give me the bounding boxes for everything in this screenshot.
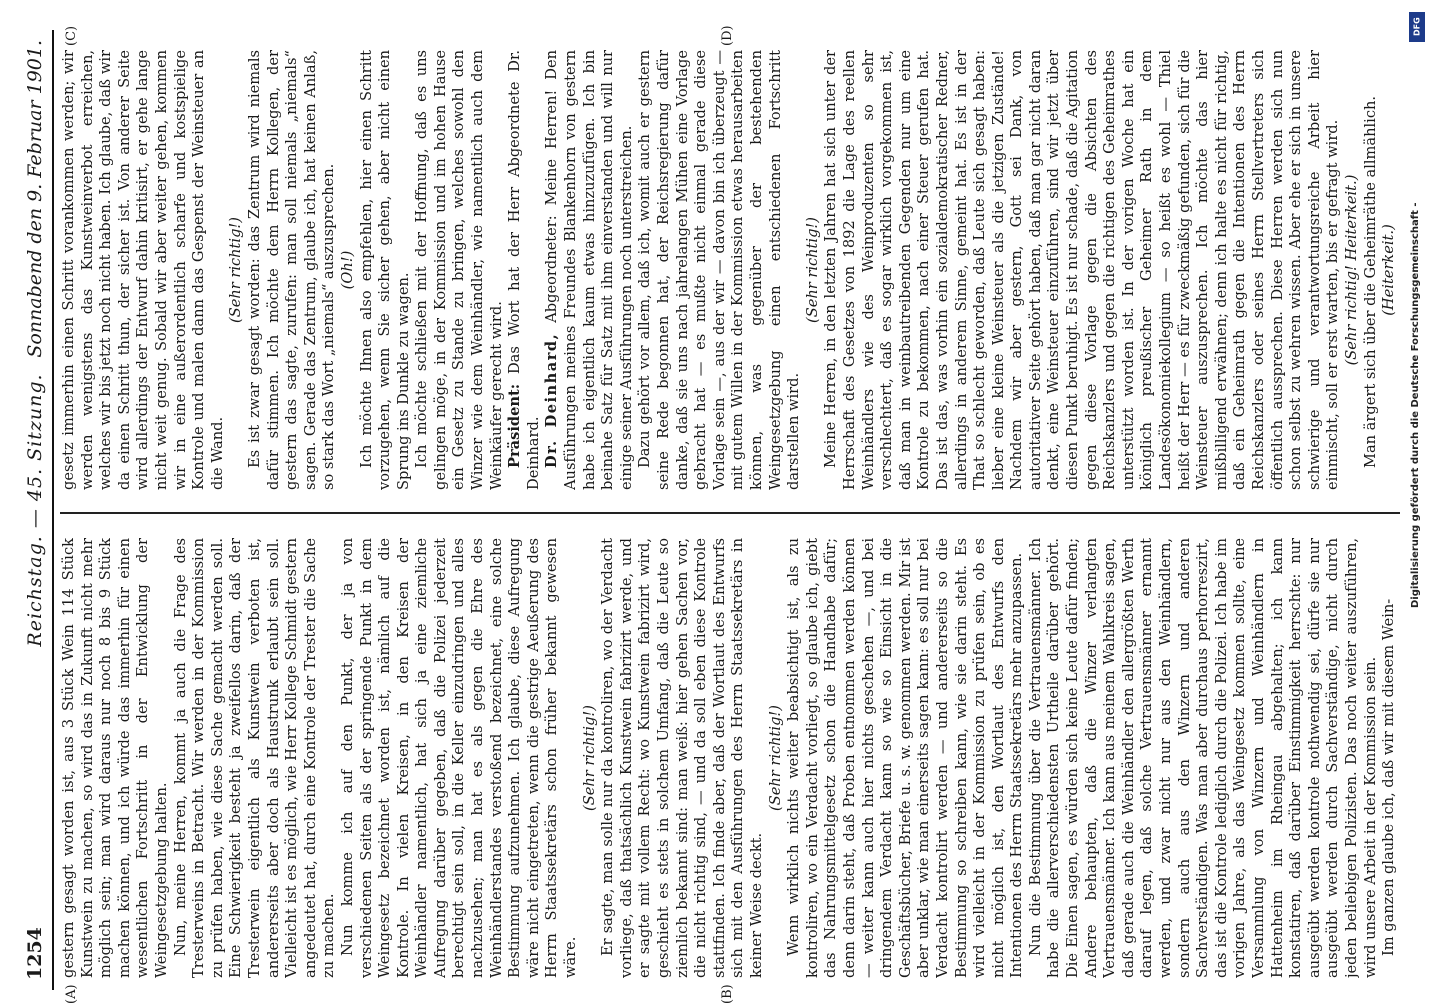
left-column	[60, 538, 1400, 978]
right-paragraph-7: Man ärgert sich über die Geheimräthe allmählich.	[1361, 95, 1379, 468]
right-interjection-1: (Sehr richtig!)	[227, 217, 245, 323]
right-paragraph-5: Dazu gehört vor allem, daß ich, womit auch er gestern seine Rede begonnen hat, der Reichsregierung dafür danke, daß sie uns nach jahrelangen Mühen eine Vorlage gebracht hat — es mußte nicht einmal gerade diese Vorlage sein —, aus der wir — davon bin ich überzeugt — mit gutem Willen in der Kommission etwas herausarbeiten können, was gegenüber der bestehenden Weingesetzgebung einen entschiedenen Fortschritt darstellen wird.	[636, 50, 803, 490]
right-interjection-3: (Sehr richtig!)	[803, 217, 821, 323]
digitization-credit: Digitalisierung gefördert durch die Deutsche Forschungsgemeinschaft -	[1410, 202, 1421, 608]
session-date: Sonnabend den 9. Februar 1901.	[24, 40, 46, 358]
margin-marker-c: (C)	[64, 25, 79, 46]
speaker-intro	[543, 50, 636, 490]
margin-marker-b: (B)	[720, 984, 735, 1004]
left-paragraph-3: Nun komme ich auf den Punkt, der ja von verschiedenen Seiten als der springende Punkt in dem Weingesetz bezeichnet worden ist, nämlich auf die Kontrole. In vielen Kreisen, in den Kreisen der Weinhändler namentlich, hat sich ja eine ziemliche Aufregung darüber gegeben, daß die Polizei jederzeit berechtigt sein soll, in die Keller einzudringen und alles nachzusehen; man hat es als gegen die Ehre des Weinhändlerstandes verstoßend bezeichnet, eine solche Bestimmung aufzunehmen. Ich glaube, diese Aufregung wäre nicht eingetreten, wenn die gestrige Aeußerung des Herrn Staatssekretärs schon früher bekannt gewesen wäre.	[338, 538, 580, 978]
right-interjection-2: (Oh!)	[338, 250, 356, 290]
left-paragraph-1: gestern gesagt worden ist, aus 3 Stück Wein 114 Stück Kunstwein zu machen, so wird das in Zukunft nicht mehr möglich sein; man wird daraus nur noch 8 bis 9 Stück machen können, und ich würde das immerhin für einen wesentlichen Fortschritt in der Entwicklung der Weingesetzgebung halten.	[60, 538, 170, 978]
digitization-sidebar	[1405, 8, 1431, 993]
rotated-page	[20, 25, 1410, 1004]
right-interjection-4: (Sehr richtig! Heiterkeit.)	[1342, 174, 1360, 366]
left-paragraph-4: Er sagte, man solle nur da kontroliren, wo der Verdacht vorliege, daß thatsächlich Kunstwein fabrizirt werde, und er sagte mit vollem Recht: wo Kunstwein fabrizirt wird, geschieht es stets in solchem Umfang, daß die Leute so ziemlich bekannt sind: man weiß: hier gehen Sachen vor, die nicht richtig sind, — und da soll eben diese Kontrole stattfinden. Ich finde aber, daß der Wortlaut des Entwurfs sich mit den Ausführungen des Herrn Staatssekretärs in keiner Weise deckt.	[599, 538, 765, 978]
president-label: Präsident:	[506, 383, 524, 468]
right-paragraph-6: Meine Herren, in den letzten Jahren hat sich unter der Herrschaft des Gesetzes von 1892 die Lage des reellen Weinhändlers wie des Weinproduzenten so sehr verschlechtert, daß es sogar wirklich vorgekommen ist, daß man in weinbautreibenden Gegenden nur um eine Kontrole zu bekommen, nach einer Steuer gerufen hat. Das ist das, was vorhin ein sozialdemokratischer Redner, allerdings in anderem Sinne, gemeint hat. Es ist in der That so schlecht geworden, daß Leute sich gesagt haben: lieber eine kleine Weinsteuer als die jetzigen Zustände! Nachdem wir aber gestern, Gott sei Dank, von autoritativer Seite gehört haben, daß man gar nicht daran denkt, eine Weinsteuer einzuführen, sind wir jetzt über diesen Punkt beruhigt. Es ist nur schade, daß die Agitation gegen diese Vorlage gegen die Absichten des Reichskanzlers und gegen die richtigen des Geheimrathes unterstützt worden ist. In der vorigen Woche hat ein königlich preußischer Geheimer Rath in dem Landesökonomiekollegium — so heißt es wohl — Thiel heißt der Herr — es für zweckmäßig gefunden, sich für die Weinsteuer auszusprechen. Ich möchte das hier mißbilligend erwähnen; denn ich halte es nicht für richtig, daß ein Geheimrath gegen die Intentionen des Herrn Reichskanzlers oder seines Herrn Stellvertreters sich öffentlich aussprechen. Diese Herren werden sich nun schon selbst zu wehren wissen. Aber ehe er sich in unsere schwierige und verantwortungsreiche Arbeit hier einmischt, soll er erst warten, bis er gefragt wird.	[822, 50, 1342, 490]
right-interjection-5: (Heiterkeit.)	[1380, 224, 1398, 316]
speaker-text: Abgeordneter: Meine Herren! Den Ausführungen meines Freundes Blankenhorn von gestern habe ich eigentlich kaum etwas hinzuzufügen. Ich bin beinahe Satz für Satz mit ihm einverstanden und will nur einige seiner Ausführungen noch unterstreichen.	[543, 50, 635, 490]
page-number: 1254	[24, 927, 46, 980]
page-header	[20, 30, 54, 990]
margin-marker-a: (A)	[64, 984, 79, 1004]
right-column	[60, 50, 1400, 490]
president-text: Das Wort hat der Herr Abgeordnete Dr. Deinhard.	[506, 50, 542, 490]
dfg-logo: DFG	[1409, 12, 1425, 42]
margin-marker-d: (D)	[720, 25, 735, 46]
session-title: Reichstag. — 45. Sitzung.	[24, 373, 46, 647]
right-paragraph-4: Ich möchte schließen mit der Hoffnung, daß es uns gelingen möge, in der Kommission und im hohen Hause ein Gesetz zu Stande zu bringen, welches sowohl den Winzer wie dem Weinhändler, wie namentlich auch dem Weinkäufer gerecht wird.	[413, 50, 505, 490]
column-divider	[60, 513, 1400, 515]
header-rule	[52, 30, 54, 990]
speaker-label: Dr. Deinhard,	[543, 332, 561, 468]
left-interjection-1: (Sehr richtig!)	[580, 705, 598, 811]
left-interjection-2: (Sehr richtig!)	[766, 705, 784, 811]
right-paragraph-3: Ich möchte Ihnen also empfehlen, hier einen Schritt vorzugehen, wenn Sie sicher gehen, aber nicht einen Sprung ins Dunkle zu wagen.	[357, 50, 412, 490]
left-paragraph-2: Nun, meine Herren, kommt ja auch die Frage des Tresterweins in Betracht. Wir werden in der Kommission zu prüfen haben, wie diese Sache gemacht werden soll. Eine Schwierigkeit besteht ja zweifellos darin, daß der Tresterwein eigentlich als Kunstwein verboten ist, andererseits aber doch als Haustrunk erlaubt sein soll. Vielleicht ist es möglich, wie Herr Kollege Schmidt gestern angedeutet hat, durch eine Kontrole der Trester die Sache zu machen.	[171, 538, 338, 978]
left-paragraph-7: Im ganzen glaube ich, daß wir mit diesem Wein-	[1380, 598, 1398, 956]
right-paragraph-2: Es ist zwar gesagt worden: das Zentrum wird niemals dafür stimmen. Ich möchte dem Herrn Kollegen, der gestern das sagte, zurufen: man soll niemals „niemals“ sagen. Gerade das Zentrum, glaube ich, hat keinen Anlaß, so stark das Wort „niemals“ auszusprechen.	[245, 50, 338, 490]
right-paragraph-1: gesetz immerhin einen Schritt vorankommen werden; wir werden wenigstens das Kunstweinverbot erreichen, welches wir bis jetzt noch nicht haben. Ich glaube, daß wir da einen Schritt thun, der sicher ist. Von anderer Seite wird allerdings der Entwurf dahin kritisirt, er gehe lange nicht weit genug. Sobald wir aber weiter gehen, kommen wir in eine außerordentlich scharfe und kostspielige Kontrole und malen dann das Gespenst der Weinsteuer an die Wand.	[60, 50, 226, 490]
left-paragraph-6: Nun die Bestimmung über die Vertrauensmänner. Ich habe die allerverschiedensten Urtheile darüber gehört. Die Einen sagen, es würden sich keine Leute dafür finden; Andere behaupten, daß die Winzer verlangten Vertrauensmänner. Ich kann aus meinem Wahlkreis sagen, daß gerade auch die Weinhändler den allergrößten Werth darauf legen, daß solche Vertrauensmänner ernannt werden, und zwar nicht nur aus den Weinhändlern, sondern auch aus den Winzern und anderen Sachverständigen. Was man aber durchaus perhorreszirt, das ist die Kontrole lediglich durch die Polizei. Ich habe im vorigen Jahre, als das Weingesetz kommen sollte, eine Versammlung von Winzern und Weinhändlern in Hattenheim im Rheingau abgehalten; ich kann konstatiren, daß darüber Einstimmigkeit herrschte: nur ausgeübt werden kontrole nothwendig sei, dürfe sie nur ausgeübt werden durch Sachverständige, nicht durch jeden beliebigen Polizisten. Das noch weiter auszuführen, wird unsere Arbeit in der Kommission sein.	[1026, 538, 1379, 978]
president-remark	[506, 50, 543, 490]
left-paragraph-5: Wenn wirklich nichts weiter beabsichtigt ist, als zu kontroliren, wo ein Verdacht vorliegt, so glaube ich, giebt das Nahrungsmittelgesetz schon die Handhabe dafür; denn darin steht, daß Proben entnommen werden können — weiter kann auch hier nichts geschehen —, und bei dringendem Verdacht kann so wie so Einsicht in die Geschäftsbücher, Briefe u. s. w. genommen werden. Mir ist aber unklar, wie man einerseits sagen kann: es soll nur bei Verdacht kontrolirt werden — und andererseits so die Bestimmung so schreiben kann, wie sie darin steht. Es wird vielleicht in der Kommission zu prüfen sein, ob es nicht möglich ist, den Wortlaut des Entwurfs den Intentionen des Herrn Staatssekretärs mehr anzupassen.	[785, 538, 1026, 978]
